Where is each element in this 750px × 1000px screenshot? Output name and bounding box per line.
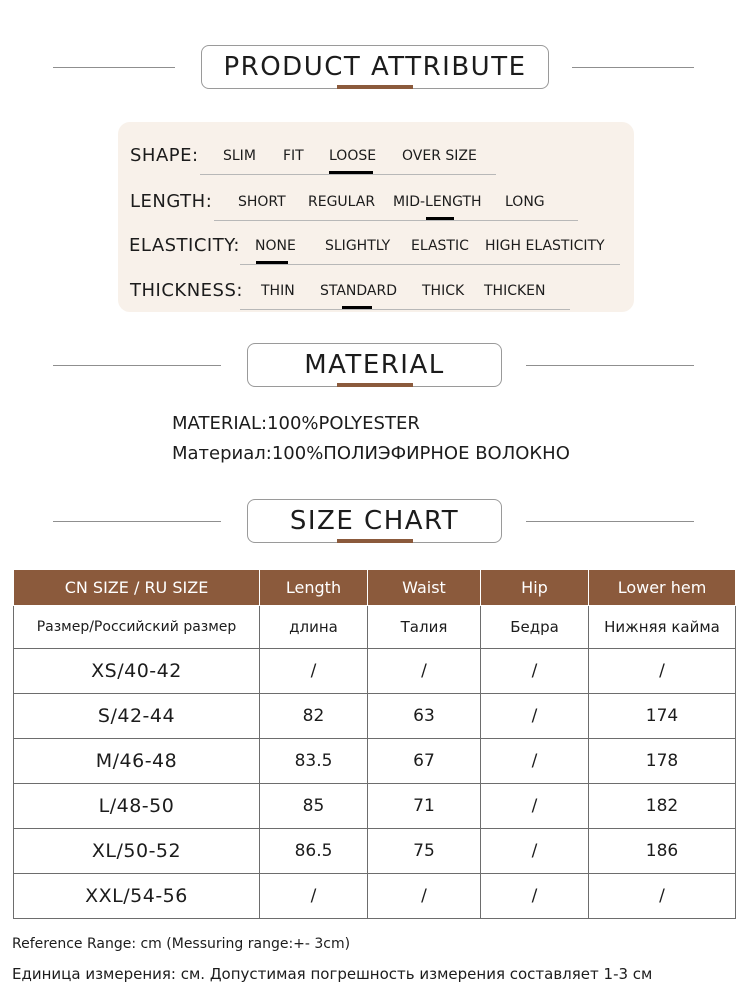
table-row [14,694,736,739]
table-cell: / [589,649,736,694]
table-cell: M/46-48 [14,739,260,784]
product-attribute-title [201,45,549,89]
material-en: MATERIAL:100%POLYESTER [172,413,420,434]
size-chart-title-text: SIZE CHART [289,506,460,536]
product-attribute-header [0,45,750,105]
divider-right [526,365,694,366]
table-cell: L/48-50 [14,784,260,829]
attr-option: LONG [505,194,545,210]
table-cell: S/42-44 [14,694,260,739]
divider-left [53,521,221,522]
attr-row-length [118,168,634,212]
column-header: CN SIZE / RU SIZE [14,570,260,606]
table-cell: / [481,739,589,784]
table-cell: / [481,874,589,919]
table-cell: 71 [368,784,481,829]
size-chart-header [0,499,750,559]
table-cell: / [260,874,368,919]
attr-row-shape [118,122,634,166]
table-cell: 63 [368,694,481,739]
table-cell: XXL/54-56 [14,874,260,919]
attr-option: REGULAR [308,194,376,210]
attr-rule [240,309,570,310]
table-row [14,874,736,919]
reference-range-note-ru: Единица измерения: см. Допустимая погрешность измерения составляет 1-3 см [12,965,653,983]
table-cell: 174 [589,694,736,739]
table-cell: / [589,874,736,919]
attr-option-selected: STANDARD [320,283,398,299]
column-header: Length [260,570,368,606]
column-subheader: длина [260,606,368,649]
table-cell: 83.5 [260,739,368,784]
material-header [0,343,750,403]
table-cell: 75 [368,829,481,874]
table-cell: 85 [260,784,368,829]
table-cell: 182 [589,784,736,829]
size-chart-table [13,569,736,919]
attr-label: LENGTH: [130,191,213,212]
divider-right [526,521,694,522]
attr-label: ELASTICITY: [129,235,240,256]
divider-left [53,365,221,366]
title-underline [337,539,413,543]
attr-label: SHAPE: [130,145,199,166]
attr-option: FIT [283,148,304,164]
attr-row-thickness [118,257,634,301]
attr-option: SLIM [223,148,256,164]
table-cell: / [368,874,481,919]
attr-option: SHORT [238,194,286,210]
divider-right [572,67,694,68]
table-cell: / [368,649,481,694]
table-cell: 82 [260,694,368,739]
table-cell: 178 [589,739,736,784]
table-cell: XS/40-42 [14,649,260,694]
attr-row-elasticity [118,212,634,256]
table-cell: / [481,649,589,694]
table-cell: XL/50-52 [14,829,260,874]
table-cell: 67 [368,739,481,784]
product-attribute-title-text: PRODUCT ATTRIBUTE [223,52,527,82]
size-chart-title [247,499,502,543]
attr-option: ELASTIC [411,238,469,254]
reference-range-note: Reference Range: cm (Messuring range:+- 3cm) [12,936,351,952]
table-cell: 186 [589,829,736,874]
title-underline [337,85,413,89]
table-subheader-row [14,606,736,649]
attr-label: THICKNESS: [130,280,243,301]
attr-option: SLIGHTLY [325,238,391,254]
material-title-text: MATERIAL [304,350,445,380]
divider-left [53,67,175,68]
attr-option: THICKEN [484,283,546,299]
selected-marker [342,306,372,309]
attribute-card [118,122,634,312]
table-row [14,649,736,694]
title-underline [337,383,413,387]
table-row [14,739,736,784]
column-subheader: Размер/Российский размер [14,606,260,649]
column-header: Hip [481,570,589,606]
table-cell: 86.5 [260,829,368,874]
attr-option: HIGH ELASTICITY [485,238,605,254]
attr-option-selected: MID-LENGTH [393,194,482,210]
column-header: Waist [368,570,481,606]
column-subheader: Талия [368,606,481,649]
table-header-row [14,570,736,606]
column-header: Lower hem [589,570,736,606]
table-row [14,784,736,829]
column-subheader: Бедра [481,606,589,649]
table-cell: / [260,649,368,694]
material-ru: Материал:100%ПОЛИЭФИРНОЕ ВОЛОКНО [172,443,570,464]
table-cell: / [481,694,589,739]
attr-option-selected: LOOSE [329,148,377,164]
table-cell: / [481,784,589,829]
table-cell: / [481,829,589,874]
material-title [247,343,502,387]
attr-option: THIN [261,283,295,299]
attr-option: OVER SIZE [402,148,477,164]
attr-option-selected: NONE [255,238,296,254]
column-subheader: Нижняя кайма [589,606,736,649]
attr-option: THICK [422,283,465,299]
table-row [14,829,736,874]
